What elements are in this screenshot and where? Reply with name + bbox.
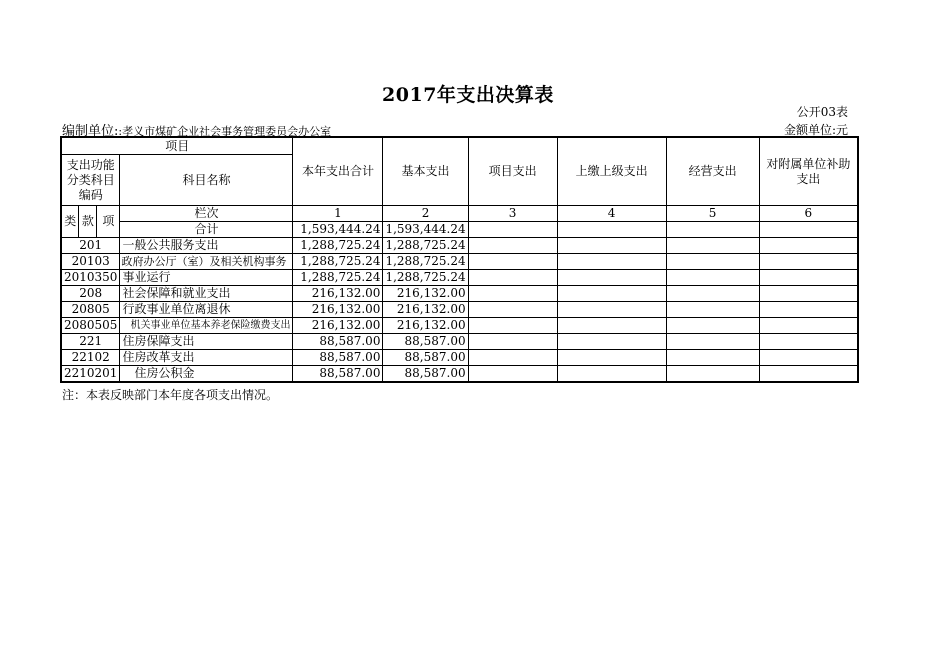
row-basic: 88,587.00	[383, 350, 468, 366]
row-basic: 1,288,725.24	[383, 270, 468, 286]
table-row	[61, 334, 858, 350]
row-code: 2080505	[61, 318, 120, 334]
row-basic: 1,288,725.24	[383, 254, 468, 270]
row-code: 201	[61, 238, 120, 254]
row-total: 88,587.00	[293, 366, 383, 383]
row-basic: 88,587.00	[383, 366, 468, 383]
row-code: 20805	[61, 302, 120, 318]
row-total: 216,132.00	[293, 318, 383, 334]
row-name: 事业运行	[120, 270, 293, 286]
row-total: 1,288,725.24	[293, 270, 383, 286]
header-function-code: 支出功能分类科目编码	[61, 155, 120, 206]
total-label: 合计	[120, 222, 293, 238]
footnote: 注：本表反映部门本年度各项支出情况。	[62, 388, 279, 402]
table-row	[61, 302, 858, 318]
col-num-4: 4	[557, 206, 666, 222]
table-row	[61, 318, 858, 334]
header-column-order: 栏次	[120, 206, 293, 222]
total-row	[61, 222, 858, 238]
col-num-5: 5	[666, 206, 759, 222]
row-total: 216,132.00	[293, 286, 383, 302]
form-number: 公开03表	[796, 105, 848, 119]
row-total: 216,132.00	[293, 302, 383, 318]
table-row	[61, 350, 858, 366]
row-total: 88,587.00	[293, 350, 383, 366]
header-upper: 上缴上级支出	[557, 137, 666, 206]
col-num-1: 1	[293, 206, 383, 222]
total-basic: 1,593,444.24	[383, 222, 468, 238]
header-xiang: 项	[97, 206, 120, 238]
row-name: 机关事业单位基本养老保险缴费支出	[120, 318, 293, 334]
col-num-6: 6	[759, 206, 858, 222]
header-subsidy: 对附属单位补助支出	[759, 137, 858, 206]
col-num-3: 3	[468, 206, 557, 222]
header-total: 本年支出合计	[293, 137, 383, 206]
table-row	[61, 366, 858, 383]
page-title: 2017年支出决算表	[382, 84, 554, 106]
row-name: 政府办公厅（室）及相关机构事务	[120, 254, 293, 270]
expenditure-table	[60, 136, 859, 383]
row-code: 20103	[61, 254, 120, 270]
row-name: 一般公共服务支出	[120, 238, 293, 254]
table-row	[61, 254, 858, 270]
row-name: 行政事业单位离退休	[120, 302, 293, 318]
organization-name: :孝义市煤矿企业社会事务管理委员会办公室	[118, 125, 332, 138]
row-name: 住房改革支出	[120, 350, 293, 366]
header-lei: 类	[61, 206, 79, 238]
row-total: 1,288,725.24	[293, 254, 383, 270]
header-project-expense: 项目支出	[468, 137, 557, 206]
row-basic: 216,132.00	[383, 302, 468, 318]
row-total: 1,288,725.24	[293, 238, 383, 254]
organization-label: 编制单位:	[62, 124, 119, 139]
amount-unit: 金额单位:元	[783, 123, 848, 137]
row-code: 221	[61, 334, 120, 350]
row-name: 住房保障支出	[120, 334, 293, 350]
header-subject-name: 科目名称	[120, 155, 293, 206]
total-amount: 1,593,444.24	[293, 222, 383, 238]
row-code: 2010350	[61, 270, 120, 286]
row-basic: 1,288,725.24	[383, 238, 468, 254]
row-code: 2210201	[61, 366, 120, 383]
row-code: 22102	[61, 350, 120, 366]
row-basic: 216,132.00	[383, 286, 468, 302]
row-code: 208	[61, 286, 120, 302]
header-basic: 基本支出	[383, 137, 468, 206]
header-kuan: 款	[79, 206, 97, 238]
row-name: 社会保障和就业支出	[120, 286, 293, 302]
row-basic: 88,587.00	[383, 334, 468, 350]
col-num-2: 2	[383, 206, 468, 222]
row-total: 88,587.00	[293, 334, 383, 350]
header-project: 项目	[61, 137, 293, 155]
row-basic: 216,132.00	[383, 318, 468, 334]
row-name: 住房公积金	[120, 366, 293, 383]
table-row	[61, 286, 858, 302]
table-row	[61, 238, 858, 254]
header-business: 经营支出	[666, 137, 759, 206]
table-row	[61, 270, 858, 286]
